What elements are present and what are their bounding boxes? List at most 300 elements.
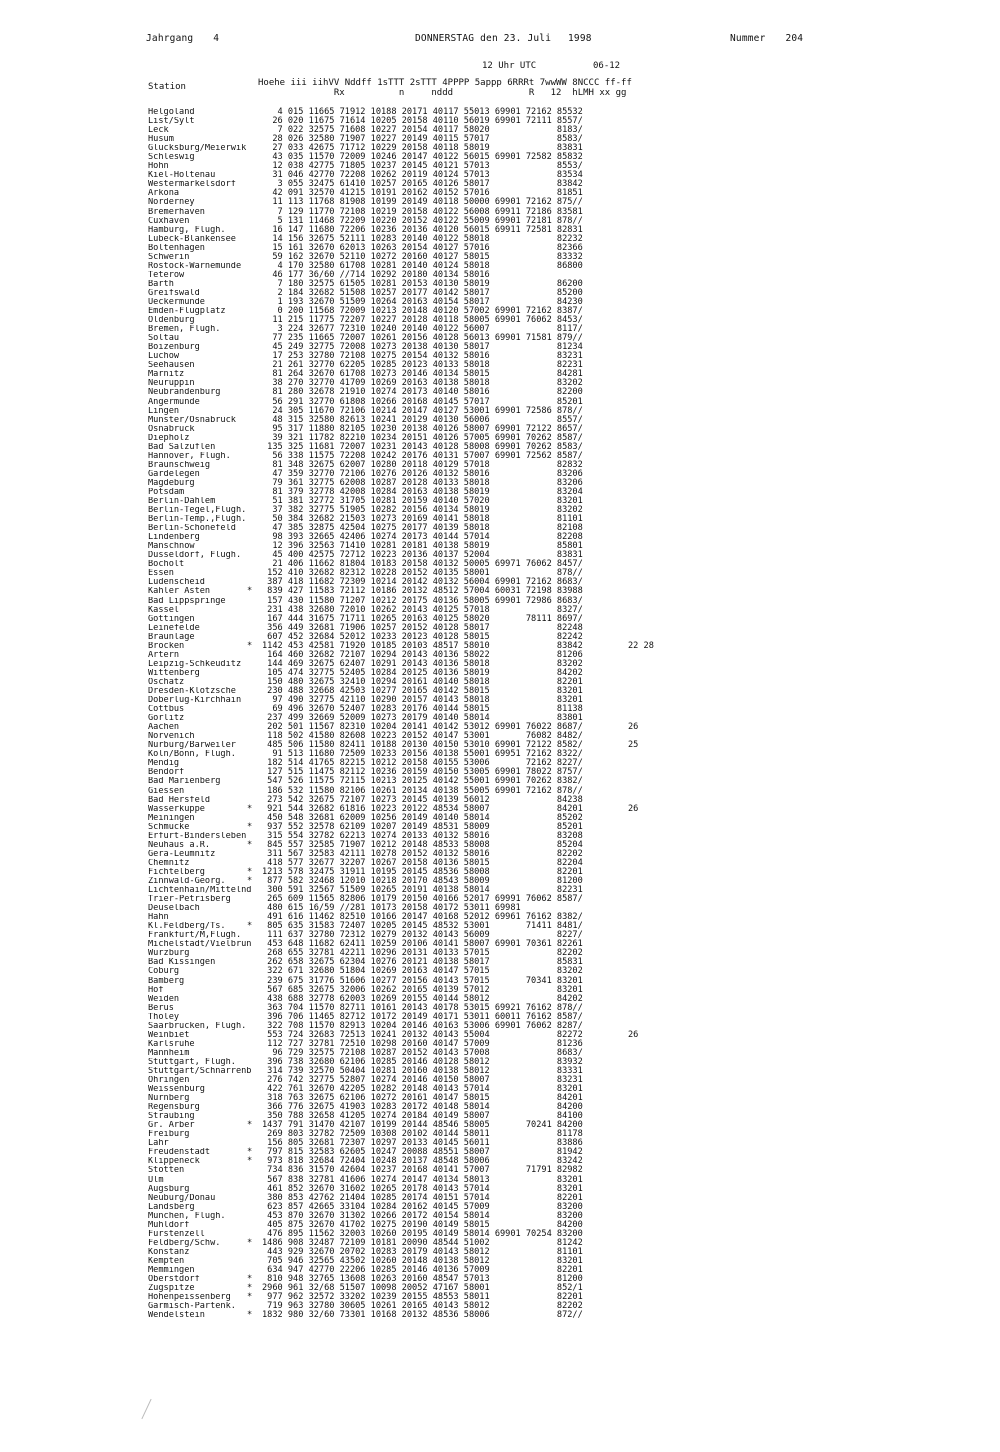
synop-values: 239 675 31776 51606 10277 20156 40143 57015 70341 83201: [262, 975, 583, 986]
synop-values: 56 291 32770 61808 10266 20168 40145 57017 85201: [262, 396, 583, 407]
mountain-station-marker: *: [247, 921, 253, 932]
synop-values: 1142 453 42581 71920 10185 20103 48517 58010 83842: [262, 640, 583, 651]
synop-values: 105 474 32775 52405 10284 20125 40136 58019 84202: [262, 667, 583, 678]
station-name: Neuruppin: [148, 379, 195, 389]
station-name: Berlin-Tegel,Flugh.: [148, 506, 247, 516]
synop-values: 567 685 32675 32006 10262 20165 40139 57012 83201: [262, 984, 583, 995]
mountain-station-marker: *: [247, 875, 253, 886]
station-name: Schleswig: [148, 153, 195, 163]
synop-values: 276 742 32775 52807 10274 20146 40150 58007 83231: [262, 1075, 583, 1086]
synop-values: 634 947 42770 22206 10285 20146 40136 57009 82201: [262, 1265, 583, 1275]
station-name: Bad Salzuflen: [148, 442, 216, 452]
synop-values: 734 836 31570 42604 10237 20168 40141 57007 71791 82982: [262, 1165, 583, 1176]
synop-values: 5 131 11468 72209 10220 20152 40122 55009 69901 72181 878//: [262, 215, 583, 226]
synop-values: 547 526 11575 72115 10213 20125 40142 55001 69901 70262 8382/: [262, 776, 583, 787]
synop-values: 231 438 32680 72010 10262 20143 40125 57018 8327/: [262, 604, 583, 615]
station-name: Hof: [148, 985, 164, 995]
station-name: Erfurt-Bindersleben: [148, 831, 247, 841]
synop-values: 797 815 32583 62605 10247 20088 48551 58007 81942: [262, 1147, 583, 1158]
synop-values: 51 381 32772 31705 10281 20159 40140 57020 83201: [262, 496, 583, 507]
station-name: Nürburg/Barweiler: [148, 741, 236, 751]
station-name: Dresden-Klotzsche: [148, 687, 236, 696]
issue-number: [730, 33, 803, 44]
synop-values: 15 161 32670 62013 10263 20154 40127 57016 82366: [262, 242, 583, 253]
mountain-station-marker: *: [247, 1156, 253, 1167]
synop-values: 150 480 32675 32410 10294 20161 40140 58018 82201: [262, 676, 583, 687]
station-name: Bad Hersfeld: [148, 795, 211, 805]
synop-values: 314 739 32570 50404 10281 20160 40138 58012 83331: [262, 1065, 583, 1076]
synop-values: 623 857 42665 33104 10284 20162 40145 57009 83200: [262, 1201, 583, 1212]
station-name: Barth: [148, 279, 174, 289]
synop-values: 144 469 32675 62407 10291 20143 40136 58018 83202: [262, 658, 583, 669]
synop-values: 453 648 11682 62411 10259 20106 40141 58007 69901 70361 82261: [262, 939, 583, 950]
synop-values: 81 280 32678 21910 10274 20173 40140 58016 82200: [262, 387, 583, 398]
gust-values: 26: [628, 803, 639, 814]
station-name: Kempten: [148, 1256, 185, 1266]
synop-values: 27 033 42675 71712 10229 20158 40118 58019 83831: [262, 143, 583, 154]
synop-values: 3 224 32677 72310 10240 20140 40122 56007 8117/: [262, 324, 583, 335]
station-name: Garmisch-Partenk.: [148, 1302, 236, 1312]
synop-values: 28 026 32580 71907 10227 20149 40115 57017 8583/: [262, 134, 583, 145]
synop-values: 46 177 36/60 //714 10292 20180 40134 58016: [262, 269, 490, 280]
station-name: Landsberg: [148, 1202, 195, 1212]
synop-values: 977 962 32572 33202 10239 20155 48553 58011 82201: [262, 1292, 583, 1303]
synop-values: 45 400 42575 72712 10223 20136 40137 52004 83831: [262, 550, 583, 561]
synop-values: 167 444 31675 71711 10265 20163 40125 58020 78111 8697/: [262, 613, 583, 624]
station-name: Kl.Feldberg/Ts.: [148, 922, 226, 932]
synop-values: 48 315 32580 82613 10241 20129 40130 56006 8557/: [262, 414, 583, 425]
station-name: Essen: [148, 569, 174, 579]
synop-values: 418 577 32677 32207 10267 20158 40136 58015 82204: [262, 857, 583, 868]
station-name: Leinefelde: [148, 623, 200, 633]
station-name: Boizenburg: [148, 343, 200, 353]
station-name: Frankfurt/M,Flugh.: [148, 931, 242, 941]
synop-values: 7 180 32575 61505 10281 20153 40130 58019 86200: [262, 278, 583, 289]
station-name: Stuttgart, Flugh.: [148, 1057, 236, 1067]
station-name: Wasserkuppe: [148, 804, 205, 814]
synop-values: 2 184 32682 51508 10257 20177 40142 58017 85200: [262, 287, 583, 298]
synop-values: 363 704 11570 82711 10161 20143 40178 53015 69921 76162 878//: [262, 1002, 583, 1013]
station-name: Regensburg: [148, 1103, 200, 1113]
synop-values: 17 253 32780 72108 10275 20154 40132 58016 83231: [262, 351, 583, 362]
station-name: Tholey: [148, 1012, 180, 1022]
station-name: Freudenstadt: [148, 1148, 211, 1158]
station-name: Angermünde: [148, 397, 200, 407]
station-name: Soltau: [148, 334, 180, 344]
synop-values: 461 852 32670 31602 10265 20178 40143 57014 83201: [262, 1183, 583, 1194]
synop-values: 14 156 32675 52111 10283 20140 40122 58018 82232: [262, 233, 583, 244]
obs-period-heading: 06-12: [593, 61, 621, 71]
synop-values: 202 501 11567 82310 10204 20141 40142 53012 69901 76022 8687/: [262, 722, 583, 733]
synop-values: 81 264 32670 61708 10273 20146 40134 58015 84281: [262, 369, 583, 380]
station-name: Mühldorf: [148, 1220, 190, 1230]
station-name: Freiburg: [148, 1130, 190, 1140]
station-name: Lichtenhain/Mittelnd: [148, 886, 252, 896]
station-name: Potsdam: [148, 487, 185, 497]
synop-values: 26 020 11675 71614 10205 20158 40110 56019 69901 72111 8557/: [262, 116, 583, 127]
station-name: Wendelstein: [148, 1311, 205, 1321]
station-name: Marnitz: [148, 370, 185, 380]
station-name: Bremerhaven: [148, 207, 205, 217]
station-name: Bamberg: [148, 976, 185, 986]
synop-values: 719 963 32780 30605 10261 20165 40143 58012 82202: [262, 1301, 583, 1312]
station-name: Göttingen: [148, 614, 195, 624]
station-name: Öhringen: [148, 1076, 190, 1086]
station-name: Osnabrück: [148, 424, 195, 434]
synop-values: 127 515 11475 82112 10236 20159 40150 53005 69901 78022 8757/: [262, 767, 583, 778]
synop-values: 21 406 11662 81804 10183 20158 40132 50005 69971 76062 8457/: [262, 559, 583, 570]
synop-values: 135 325 11681 72007 10231 20143 40128 58008 69901 70262 8583/: [262, 441, 583, 452]
station-name: Schmücke: [148, 822, 190, 832]
station-name: Hohn: [148, 162, 169, 172]
synop-values: 96 729 32575 72108 10287 20152 40143 57008 8683/: [262, 1047, 583, 1058]
synop-values: 356 449 32681 71906 10257 20152 40128 58017 82248: [262, 622, 583, 633]
synop-values: 273 542 32675 72107 10273 20145 40139 56012 84238: [262, 794, 583, 805]
utc-heading: 12 Uhr UTC: [482, 61, 537, 71]
synop-values: 485 506 11580 82411 10188 20130 40150 53010 69901 72122 8582/: [262, 740, 583, 751]
station-name: Artern: [148, 650, 180, 660]
synop-values: 31 046 42770 72208 10262 20119 40124 57013 83534: [262, 170, 583, 181]
synop-values: 450 548 32681 62009 10256 20149 40140 58014 85202: [262, 812, 583, 823]
synop-values: 21 261 32770 62205 10285 20123 40133 58018 82231: [262, 360, 583, 371]
station-name: Bad Lippspringe: [148, 596, 226, 606]
station-name: Augsburg: [148, 1184, 190, 1194]
station-name: Weissenburg: [148, 1085, 205, 1095]
station-name: Nürnberg: [148, 1094, 190, 1104]
station-name: Norderney: [148, 198, 195, 208]
synop-values: 380 853 42762 21404 10285 20174 40151 57014 82201: [262, 1192, 583, 1203]
synop-values: 95 317 11880 82105 10230 20138 40126 58007 69901 72122 8657/: [262, 423, 583, 434]
station-name: Leck: [148, 126, 169, 136]
station-name: Konstanz: [148, 1247, 190, 1257]
station-name: Würzburg: [148, 949, 190, 959]
synop-values: 3 055 32475 61410 10257 20165 40126 58017 83842: [262, 179, 583, 190]
station-name: München, Flugh.: [148, 1211, 226, 1221]
station-name: Görlitz: [148, 714, 185, 724]
station-name: Magdeburg: [148, 478, 195, 488]
synop-values: 607 452 32684 52012 10233 20123 40128 58015 82242: [262, 631, 583, 642]
synop-values: 182 514 41765 82215 10212 20158 40155 53006 72162 8227/: [262, 758, 583, 769]
station-name: Stötten: [148, 1166, 185, 1176]
station-name: Ueckermünde: [148, 297, 205, 307]
mountain-station-marker: *: [247, 866, 253, 877]
station-name: Oldenburg: [148, 316, 195, 326]
synop-values: 11 113 11768 81908 10199 20149 40118 50000 69901 72162 875//: [262, 197, 583, 208]
station-name: Schwerin: [148, 252, 190, 262]
synop-values: 81 379 32778 42008 10284 20163 40138 58019 83204: [262, 486, 583, 497]
synop-values: 112 727 32781 72510 10298 20160 40147 57009 81236: [262, 1038, 583, 1049]
station-name: Deuselbach: [148, 904, 200, 914]
station-name: Greifswald: [148, 288, 200, 298]
gust-values: 22 28: [628, 640, 654, 651]
synop-values: 186 532 11580 82106 10261 20134 40138 55005 69901 72162 878//: [262, 785, 583, 796]
station-name: Memmingen: [148, 1266, 195, 1275]
column-codes-subheading: Rx n nddd R 12 hLMH xx gg: [258, 88, 627, 98]
station-name: Chemnitz: [148, 858, 190, 868]
station-name: Nörvenich: [148, 732, 195, 742]
mountain-station-marker: *: [247, 1310, 253, 1321]
synop-values: 56 338 11575 72208 10242 20176 40131 57007 69901 72562 8587/: [262, 450, 583, 461]
synop-values: 396 738 32680 62106 10285 20146 40128 58012 83932: [262, 1056, 583, 1067]
station-name: Braunschweig: [148, 460, 211, 470]
synop-values: 322 671 32680 51804 10269 20163 40147 57015 83202: [262, 966, 583, 977]
mountain-station-marker: *: [247, 839, 253, 850]
synop-values: 438 688 32778 62003 10269 20155 40144 58012 84202: [262, 993, 583, 1004]
station-name: Seehausen: [148, 361, 195, 371]
station-name: Hohenpeissenberg: [148, 1293, 231, 1303]
synop-values: 97 490 32775 42110 10290 20157 40143 58018 83201: [262, 695, 583, 706]
station-name: Emden-Flugplatz: [148, 307, 226, 317]
station-name: Lüdenscheid: [148, 578, 205, 588]
station-name: Hannover, Flugh.: [148, 451, 231, 461]
station-name: Aachen: [148, 723, 180, 733]
synop-values: 237 499 32669 52009 10273 20179 40140 58014 83801: [262, 713, 583, 724]
station-name: Neuburg/Donau: [148, 1193, 216, 1203]
mountain-station-marker: *: [247, 640, 253, 651]
station-name: Neuhaus a.R.: [148, 840, 211, 850]
synop-values: 59 162 32670 52110 10272 20160 40127 58015 83332: [262, 251, 583, 262]
synop-values: 845 557 32585 71907 10212 20148 48533 58008 85204: [262, 839, 583, 850]
scan-mark: [141, 1399, 151, 1419]
mountain-station-marker: *: [247, 1283, 253, 1294]
station-name: Fürstenzell: [148, 1229, 205, 1239]
station-name: Bendorf: [148, 768, 185, 778]
synop-values: 230 488 32668 42503 10277 20165 40142 58015 83201: [262, 686, 583, 696]
jahrgang-label: Jahrgang: [146, 33, 194, 44]
station-name: Gera-Leumnitz: [148, 849, 216, 859]
synop-values: 567 838 32781 41606 10274 20147 40134 58013 83201: [262, 1174, 583, 1185]
station-name: Köln/Bonn, Flugh.: [148, 750, 236, 760]
station-name: Stuttgart/Schnarrenb: [148, 1066, 252, 1076]
station-name: Lindenberg: [148, 533, 200, 543]
station-name: Berlin-Dahlem: [148, 497, 216, 507]
mountain-station-marker: *: [247, 1237, 253, 1248]
mountain-station-marker: *: [247, 1292, 253, 1303]
station-name: Cuxhaven: [148, 216, 190, 226]
station-name: Diepholz: [148, 433, 190, 443]
station-name: Karlsruhe: [148, 1039, 195, 1049]
station-name: Weinbiet: [148, 1030, 190, 1040]
station-name: Doberlug-Kirchhain: [148, 696, 242, 706]
mountain-station-marker: *: [247, 1147, 253, 1158]
synop-values: 69 496 32670 52407 10283 20176 40144 58015 81138: [262, 704, 583, 715]
station-name: Lübeck-Blankensee: [148, 234, 236, 244]
synop-values: 118 502 41580 82608 10223 20152 40147 53001 76082 8482/: [262, 731, 583, 742]
synop-values: 973 818 32684 72404 10248 20137 48548 58006 83242: [262, 1156, 583, 1167]
synop-values: 839 427 11583 72112 10186 20132 48512 57004 60031 72198 83988: [262, 586, 583, 597]
synop-values: 269 803 32782 72509 10308 20102 40144 58011 81178: [262, 1129, 583, 1140]
station-name: Glücksburg/Meierwik: [148, 144, 247, 154]
station-name: Hahn: [148, 913, 169, 923]
station-name: Bad Kissingen: [148, 958, 216, 968]
synop-values: 43 035 11570 72009 10246 20147 40122 56015 69901 72582 85832: [262, 152, 583, 163]
mountain-station-marker: *: [247, 1120, 253, 1131]
station-name: Rostock-Warnemünde: [148, 261, 242, 271]
station-name: Oberstdorf: [148, 1275, 200, 1285]
station-name: Berlin-Temp.,Flugh.: [148, 515, 247, 525]
synop-values: 2960 961 32/68 51507 10098 20052 47167 58001 852/1: [262, 1283, 583, 1294]
station-name: Straubing: [148, 1112, 195, 1122]
synop-values: 877 582 32468 12010 10218 20170 48543 58009 81200: [262, 875, 583, 886]
mountain-station-marker: *: [247, 821, 253, 832]
table-row: [148, 1311, 668, 1320]
jahrgang: [146, 33, 219, 44]
synop-values: 157 430 11580 71207 10212 20175 40136 58005 69901 72986 8683/: [262, 595, 583, 606]
synop-values: 42 091 32570 41215 10191 20162 40152 57016 81851: [262, 188, 583, 199]
synop-values: 0 200 11568 72009 10213 20148 40120 57002 69901 72162 8387/: [262, 306, 583, 317]
synop-values: 4 015 11665 71912 10188 20171 40117 55013 69901 72162 85532: [262, 107, 583, 117]
station-name: Klippeneck: [148, 1157, 200, 1167]
synop-values: 4 170 32580 61708 10281 20140 40124 58018 86800: [262, 260, 583, 271]
synop-values: 16 147 11680 72206 10236 20136 40120 56015 69911 72581 82831: [262, 224, 583, 235]
synop-values: 156 805 32681 72307 10297 20133 40145 56011 83886: [262, 1138, 583, 1149]
issue-date: DONNERSTAG den 23. Juli: [415, 33, 552, 44]
synop-values: 491 616 11462 82510 10166 20147 40168 52012 69961 76162 8382/: [262, 912, 583, 923]
station-name: Hamburg, Flugh.: [148, 225, 226, 235]
station-name: Leipzig-Schkeuditz: [148, 659, 242, 669]
synop-values: 1832 980 32/60 73301 10168 20132 48536 58006 872//: [262, 1310, 583, 1321]
station-name: Bremen, Flugh.: [148, 325, 221, 335]
synop-values: 38 270 32770 41709 10269 20163 40138 58018 83202: [262, 378, 583, 389]
station-name: Braunlage: [148, 632, 195, 642]
station-name: Brocken: [148, 641, 185, 651]
mountain-station-marker: *: [247, 1274, 253, 1285]
station-name: Ulm: [148, 1175, 164, 1185]
synop-values: 350 788 32658 41205 10274 20184 40149 58007 84100: [262, 1111, 583, 1122]
station-name: Manschnow: [148, 542, 195, 552]
station-name: Coburg: [148, 967, 180, 977]
synop-values: 47 359 32770 72106 10276 20126 40132 58016 83206: [262, 468, 583, 479]
synop-values: 262 658 32675 62304 10276 20121 40138 58017 85831: [262, 957, 583, 968]
synop-values: 81 348 32675 62007 10280 20118 40129 57018 82832: [262, 459, 583, 470]
synop-values: 111 637 32780 72312 10279 20132 40143 56009 8227/: [262, 930, 583, 941]
station-column-heading: Station: [148, 82, 186, 92]
synop-values: 366 776 32675 41903 10283 20172 40148 58014 84200: [262, 1102, 583, 1113]
synop-values: 443 929 32670 20702 10283 20179 40143 58012 81101: [262, 1246, 583, 1257]
station-name: Gardelegen: [148, 469, 200, 479]
synop-values: 265 609 11565 82806 10179 20150 40166 52017 69991 76062 8587/: [262, 894, 583, 905]
synop-values: 79 361 32775 62008 10287 20128 40133 58018 83206: [262, 477, 583, 488]
synop-values: 1213 578 32475 31911 10195 20145 48536 58008 82201: [262, 866, 583, 877]
station-name: Münster/Osnabrück: [148, 415, 236, 425]
station-name: List/Sylt: [148, 117, 195, 127]
synop-values: 98 393 32665 42406 10274 20173 40144 57014 82208: [262, 532, 583, 543]
station-name: Zugspitze: [148, 1284, 195, 1294]
synop-values: 1437 791 31470 42107 10199 20144 48546 58005 70241 84200: [262, 1120, 583, 1131]
station-name: Oschatz: [148, 677, 185, 687]
station-name: Mannheim: [148, 1048, 190, 1058]
synop-values: 422 761 32670 42205 10282 20148 40143 57014 83201: [262, 1084, 583, 1095]
station-name: Lingen: [148, 406, 180, 416]
station-name: Zinnwald-Georg.: [148, 876, 226, 886]
synop-values: 50 384 32682 21503 10273 20169 40141 58018 81101: [262, 514, 583, 525]
station-name: Weiden: [148, 994, 180, 1004]
synop-values: 318 763 32675 62106 10272 20161 40147 58015 84201: [262, 1093, 583, 1104]
station-name: Bocholt: [148, 560, 185, 570]
synop-values: 7 129 11770 72108 10219 20158 40122 56008 69911 72186 83581: [262, 206, 583, 217]
station-name: Lüchow: [148, 352, 180, 362]
synop-values: 12 396 32563 71410 10281 20181 40138 58019 85801: [262, 541, 583, 552]
synop-values: 322 708 11570 82913 10204 20146 40163 53006 69901 76062 8287/: [262, 1020, 583, 1031]
station-name: Mendig: [148, 759, 180, 769]
synop-values: 805 635 31583 72407 10205 20145 48532 53001 71411 8481/: [262, 921, 583, 932]
synop-values: 387 418 11682 72309 10214 20142 40132 56004 69901 72162 8683/: [262, 577, 583, 588]
issue-year: 1998: [568, 33, 592, 44]
synop-values: 396 706 11465 82712 10172 20149 40171 53011 60011 76162 8587/: [262, 1011, 583, 1022]
station-name: Saarbrücken, Flugh.: [148, 1021, 247, 1031]
station-name: Trier-Petrisberg: [148, 895, 231, 905]
gust-values: 25: [628, 740, 639, 751]
station-name: Düsseldorf, Flugh.: [148, 551, 242, 561]
station-name: Feldberg/Schw.: [148, 1238, 221, 1248]
station-name: Boltenhagen: [148, 243, 205, 253]
station-name: Bad Marienberg: [148, 777, 221, 787]
synop-values: 921 544 32682 61816 10223 20122 48534 58007 84201: [262, 803, 583, 814]
station-name: Meiningen: [148, 813, 195, 823]
synop-values: 476 895 11562 32003 10260 20195 40149 58014 69901 70254 83200: [262, 1228, 583, 1239]
synop-values: 39 321 11782 82210 10234 20151 40126 57005 69901 70262 8587/: [262, 432, 583, 443]
station-name: Kahler Asten: [148, 587, 211, 597]
station-name: Berus: [148, 1003, 174, 1013]
synop-values: 91 513 11680 72509 10233 20156 40138 55001 69951 72162 8322/: [262, 749, 583, 760]
synop-values: 937 552 32578 62109 10207 20149 48531 58009 85201: [262, 821, 583, 832]
station-name: Wittenberg: [148, 668, 200, 678]
column-codes-heading: Hoehe iii iihVV Nddff 1sTTT 2sTTT 4PPPP 5appp 6RRRt 7wwWW 8NCCC ff-ff: [258, 78, 632, 88]
synop-values: 268 655 32781 42211 10296 20131 40133 57015 82202: [262, 948, 583, 959]
station-name: Westermarkelsdorf: [148, 180, 236, 190]
station-name: Neubrandenburg: [148, 388, 221, 398]
synop-values: 152 410 32682 82312 10228 20152 40135 58001 878//: [262, 568, 583, 579]
synop-values: 480 615 16/59 //281 10173 20158 40172 53011 69981: [262, 903, 521, 914]
station-name: Giessen: [148, 786, 185, 796]
station-name: Arkona: [148, 189, 180, 199]
synop-values: 553 724 32683 72513 10241 20132 40143 55004 82272: [262, 1029, 583, 1040]
synop-values: 45 249 32775 72008 10273 20138 40130 58017 81234: [262, 342, 583, 353]
synop-values: 705 946 32565 43502 10260 20148 40138 58012 83201: [262, 1255, 583, 1266]
nummer-value: 204: [785, 33, 804, 44]
jahrgang-value: 4: [213, 33, 220, 44]
synop-values: 24 305 11670 72106 10214 20147 40127 53001 69901 72586 878//: [262, 405, 583, 416]
station-name: Teterow: [148, 270, 185, 280]
station-name: Kassel: [148, 605, 180, 615]
synop-values: 315 554 32782 62213 10274 20133 40132 58016 83208: [262, 830, 583, 841]
station-name: Kiel-Holtenau: [148, 171, 216, 181]
station-name: Berlin-Schönefeld: [148, 524, 236, 534]
synop-values: 1486 908 32487 72109 10181 20090 48544 51002 81242: [262, 1237, 583, 1248]
gust-values: 26: [628, 722, 639, 733]
mountain-station-marker: *: [247, 803, 253, 814]
station-name: Cottbus: [148, 705, 185, 715]
station-name: Lahr: [148, 1139, 169, 1149]
synop-values: 12 038 42775 71805 10237 20145 40121 57013 8553/: [262, 161, 583, 172]
station-name: Michelstadt/Vielbrun: [148, 940, 252, 950]
synop-values: 300 591 32567 51509 10265 20191 40138 58014 82231: [262, 885, 583, 896]
synop-values: 810 948 32765 13608 10263 20160 48547 57013 81200: [262, 1274, 583, 1285]
synop-values: 453 870 32670 31302 10266 20172 40154 58014 83200: [262, 1210, 583, 1221]
synop-values: 77 235 11665 72007 10261 20156 40128 56013 69901 71581 879//: [262, 333, 583, 344]
synop-values: 11 215 11775 72207 10227 20128 40118 58005 69901 76062 8453/: [262, 315, 583, 326]
synop-values: 47 385 32875 42504 10275 20177 40139 58018 82108: [262, 523, 583, 534]
synop-values: 164 460 32682 72107 10294 20143 40136 58022 81206: [262, 649, 583, 660]
observation-table: [148, 108, 668, 1320]
synop-values: 405 875 32670 41702 10275 20190 40149 58015 84200: [262, 1219, 583, 1230]
station-name: Fichtelberg: [148, 867, 205, 877]
synop-values: 311 567 32583 42111 10278 20152 40132 58016 82202: [262, 848, 583, 859]
station-name: Gr. Arber: [148, 1121, 195, 1131]
synop-values: 1 193 32670 51509 10264 20163 40154 58017 84230: [262, 296, 583, 307]
station-name: Helgoland: [148, 108, 195, 117]
synop-values: 37 382 32775 51905 10282 20156 40134 58019 83202: [262, 505, 583, 516]
